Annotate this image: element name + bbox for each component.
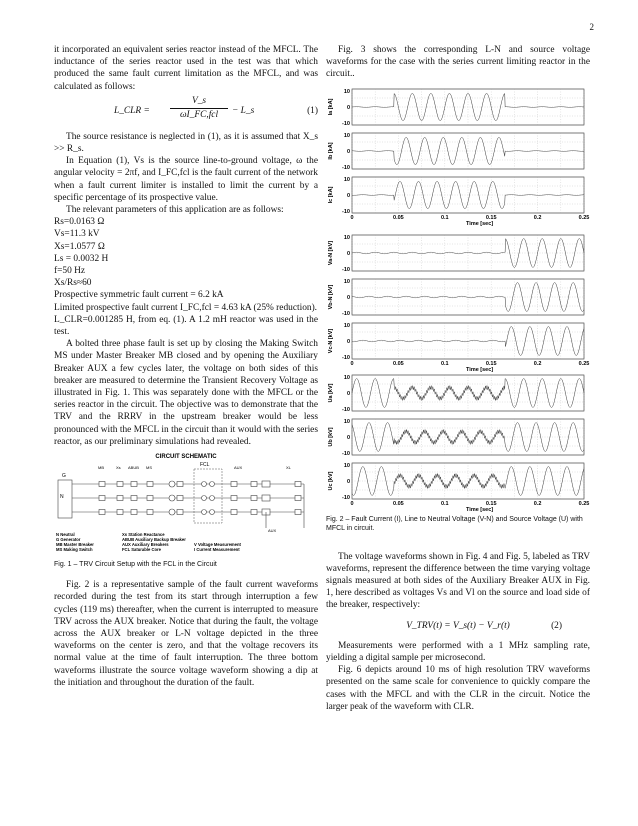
param: Prospective symmetric fault current = 6.2 kA <box>54 290 224 301</box>
x-tick-label: 0.25 <box>578 360 590 367</box>
label-aux: AUX <box>234 465 243 471</box>
x-tick-label: 0 <box>350 214 354 221</box>
y-tick-label: -10 <box>342 310 350 317</box>
y-axis-label: Ua [kV] <box>328 383 334 403</box>
switch-element <box>251 510 257 515</box>
y-tick-label: -10 <box>342 406 350 413</box>
y-tick-label: 10 <box>343 234 350 241</box>
switch-element <box>99 482 105 487</box>
switch-element <box>147 482 153 487</box>
label-n: N <box>60 494 64 501</box>
x-tick-label: 0.25 <box>578 500 590 507</box>
y-tick-label: 10 <box>343 132 350 139</box>
switch-element <box>231 482 237 487</box>
aux-breaker <box>262 481 270 487</box>
param: Rs=0.0163 Ω <box>54 217 105 228</box>
legend-row-2: G Generator ABUB Auxiliary Backup Breaker <box>56 537 186 543</box>
param: L_CLR=0.001285 H, from eq. (1). A 1.2 mH reactor was used in the test. <box>54 314 318 338</box>
y-tick-label: 10 <box>343 322 350 329</box>
paragraph: Fig. 3 shows the corresponding L-N and source voltage waveforms for the case with the series current limiting reactor in the circuit.. <box>326 45 590 80</box>
switch-element <box>177 482 183 487</box>
switch-element <box>295 510 301 515</box>
switch-element <box>99 510 105 515</box>
x-tick-label: 0.05 <box>393 500 404 507</box>
switch-element <box>131 496 137 501</box>
y-axis-label: Vc-N [kV] <box>328 328 334 353</box>
paragraph: Fig. 6 depicts around 10 ms of high resolution TRV waveforms presented on the same scale for convenience to quickly compare the cases with the MFCL and with the CLR in the circuit. Notice the larger peak of the waveform with CLR. <box>326 665 590 712</box>
y-tick-label: 10 <box>343 176 350 183</box>
y-axis-label: Va-N [kV] <box>328 240 334 265</box>
y-tick-label: 10 <box>343 418 350 425</box>
x-axis-label: Time [sec] <box>466 366 494 373</box>
paragraph: The source resistance is neglected in (1), as it is assumed that X_s >> R_s. <box>54 131 318 155</box>
figure-2-caption: Fig. 2 – Fault Current (I), Line to Neutral Voltage (V-N) and Source Voltage (U) with MFCL in circuit. <box>326 515 583 532</box>
switch-element <box>177 510 183 515</box>
legend-row-4: MS Making Switch FCL Saturable Core I Current Measurement <box>56 547 240 553</box>
switch-element <box>99 496 105 501</box>
parameter-list <box>54 216 318 338</box>
x-tick-label: 0.15 <box>485 214 497 221</box>
y-tick-label: 0 <box>346 148 350 155</box>
x-tick-label: 0.2 <box>533 214 542 221</box>
x-tick-label: 0.2 <box>533 500 542 507</box>
y-tick-label: 0 <box>346 192 350 199</box>
label-aux-side: AUX <box>268 528 277 534</box>
y-axis-label: Uc [kV] <box>328 471 334 491</box>
y-tick-label: -10 <box>342 354 350 361</box>
y-tick-label: -10 <box>342 494 350 501</box>
x-axis-label: Time [sec] <box>466 220 494 227</box>
y-tick-label: 10 <box>343 374 350 381</box>
x-tick-label: 0.05 <box>393 214 404 221</box>
right-column <box>326 44 590 713</box>
param: Limited prospective fault current I_FC,fcl = 4.63 kA (25% reduction). <box>54 302 318 313</box>
left-column <box>54 44 318 689</box>
figure-1-caption: Fig. 1 – TRV Circuit Setup with the FCL in the Circuit <box>54 561 217 569</box>
label-xs: Xs <box>116 465 121 471</box>
fcl-core <box>202 510 207 515</box>
paragraph: The voltage waveforms shown in Fig. 4 and Fig. 5, labeled as TRV waveforms, represent the difference between the time varying voltage signals measured at both sides of the Auxiliary Breaker AUX in Fig. 1, here described as voltages Vs and Vl on the source and load side of the breaker, respectively: <box>326 551 590 611</box>
eq2-text: V_TRV(t) = V_s(t) − V_r(t) <box>406 620 510 631</box>
eq1-numerator: V_s <box>170 95 228 109</box>
fcl-box <box>194 469 222 523</box>
x-tick-label: 0 <box>350 360 354 367</box>
y-tick-label: 0 <box>346 338 350 345</box>
eq1-fraction <box>170 95 228 121</box>
y-tick-label: 0 <box>346 434 350 441</box>
x-tick-label: 0.2 <box>533 360 542 367</box>
x-tick-label: 0.1 <box>440 214 449 221</box>
waveform-plots <box>326 85 590 515</box>
fcl-core <box>202 482 207 487</box>
fcl-core <box>210 482 215 487</box>
switch-element <box>251 496 257 501</box>
equation-2 <box>326 620 590 632</box>
paragraph: The relevant parameters of this application are as follows: <box>66 205 284 216</box>
eq1-number: (1) <box>307 105 318 116</box>
measurement-circle <box>169 495 175 501</box>
label-ms: MS <box>146 465 152 471</box>
switch-element <box>117 510 123 515</box>
y-tick-label: -10 <box>342 208 350 215</box>
param: Vs=11.3 kV <box>54 229 100 240</box>
switch-element <box>295 482 301 487</box>
y-tick-label: 0 <box>346 478 350 485</box>
param: Xs=1.0577 Ω <box>54 241 105 252</box>
x-tick-label: 0.15 <box>485 360 497 367</box>
equation-1 <box>54 95 318 129</box>
eq1-denominator: ωI_FC,fcl <box>179 110 219 121</box>
x-tick-label: 0 <box>350 500 354 507</box>
fcl-core <box>210 510 215 515</box>
phase-lines <box>72 481 304 528</box>
y-tick-label: -10 <box>342 266 350 273</box>
legend-row-1: N Neutral Xs Station Reactance <box>56 532 165 538</box>
y-tick-label: 0 <box>346 250 350 257</box>
y-tick-label: -10 <box>342 120 350 127</box>
y-tick-label: 0 <box>346 390 350 397</box>
y-tick-label: 0 <box>346 294 350 301</box>
x-tick-label: 0.05 <box>393 360 404 367</box>
y-tick-label: 10 <box>343 278 350 285</box>
y-tick-label: -10 <box>342 164 350 171</box>
x-tick-label: 0.1 <box>440 500 449 507</box>
param: Ls = 0.0032 H <box>54 253 109 264</box>
circuit-schematic-figure <box>54 452 318 554</box>
label-fcl: FCL <box>200 462 210 469</box>
paragraph: A bolted three phase fault is set up by closing the Making Switch MS under Master Breaker MB closed and by opening the Auxiliary Breaker AUX a few cycles later, the voltage on both sides of this breaker are measured to determine the Transient Recovery Voltage as illustrated in Fig. 1. This was separately done with the MFCL or the series reactor in the circuit. The objective was to demonstrate that the TRV and the RRRV in the upstream breaker would be less pronounced with the MFCL in the circuit than it would with the series reactor, as our preliminary simulations had revealed. <box>54 339 318 447</box>
fcl-core <box>202 496 207 501</box>
y-tick-label: -10 <box>342 450 350 457</box>
y-axis-label: Ia [kA] <box>328 98 334 116</box>
switch-element <box>231 510 237 515</box>
switch-element <box>295 496 301 501</box>
x-tick-label: 0.15 <box>485 500 497 507</box>
label-mb: MB <box>98 465 104 471</box>
switch-element <box>117 496 123 501</box>
paragraph: Fig. 2 is a representative sample of the fault current waveforms recorded during the test from its start through interruption a few cycles (119 ms) thereafter, when the current is interrupted to measure TRV across the AUX breaker. Notice that during the fault, the voltage across the AUX breaker or L-N voltage depicted in the three waveforms on the center is zero, and that the voltage recovers its normal value at the time of fault interruption. The three bottom waveforms illustrate the source voltage waveform showing a dip at the initiation and throughout the duration of the fault. <box>54 580 318 688</box>
switch-element <box>131 510 137 515</box>
legend-row-3: MB Master Breaker AUX Auxiliary Breakers V Voltage Measurement <box>56 542 241 548</box>
circuit-schematic <box>54 452 318 554</box>
paragraph: In Equation (1), Vs is the source line-to-ground voltage, ω the angular velocity = 2πf, and I_FC,fcl is the fault current of the network when a fault current limiter is installed to limit the current by a specific percentage of its prospective value. <box>54 156 318 203</box>
y-axis-label: Ib [kA] <box>328 142 334 160</box>
eq1-rhs: − L_s <box>232 105 255 116</box>
switch-element <box>117 482 123 487</box>
switch-element <box>177 496 183 501</box>
y-axis-label: Vb-N [kV] <box>328 284 334 309</box>
switch-element <box>147 510 153 515</box>
eq1-lhs: L_CLR = <box>114 105 150 116</box>
y-tick-label: 10 <box>343 88 350 95</box>
param: Xs/Rs≈60 <box>54 278 92 289</box>
x-axis-label: Time [sec] <box>466 506 494 513</box>
switch-element <box>147 496 153 501</box>
label-xl: XL <box>286 465 291 471</box>
schematic-title: CIRCUIT SCHEMATIC <box>155 454 217 461</box>
page-number: 2 <box>589 22 594 32</box>
label-abub: ABUB <box>128 465 139 471</box>
switch-element <box>231 496 237 501</box>
x-tick-label: 0.25 <box>578 214 590 221</box>
switch-element <box>131 482 137 487</box>
x-tick-label: 0.1 <box>440 360 449 367</box>
fcl-core <box>210 496 215 501</box>
measurement-circle <box>169 509 175 515</box>
eq2-number: (2) <box>551 620 562 631</box>
figure-2 <box>326 85 590 515</box>
label-g: G <box>62 473 66 480</box>
y-axis-label: Ic [kA] <box>328 186 334 204</box>
measurement-circle <box>169 481 175 487</box>
paragraph: Measurements were performed with a 1 MHz sampling rate, yielding a digital sample per microsecond. <box>326 640 590 664</box>
y-tick-label: 0 <box>346 104 350 111</box>
paragraph: it incorporated an equivalent series reactor instead of the MFCL. The inductance of the series reactor used in the test was that which produced the same fault current limitation as the MFCL, and was calculated as follows: <box>54 45 318 92</box>
param: f=50 Hz <box>54 266 86 277</box>
y-axis-label: Ub [kV] <box>328 426 334 447</box>
y-tick-label: 10 <box>343 462 350 469</box>
aux-breaker <box>262 495 270 501</box>
switch-element <box>251 482 257 487</box>
